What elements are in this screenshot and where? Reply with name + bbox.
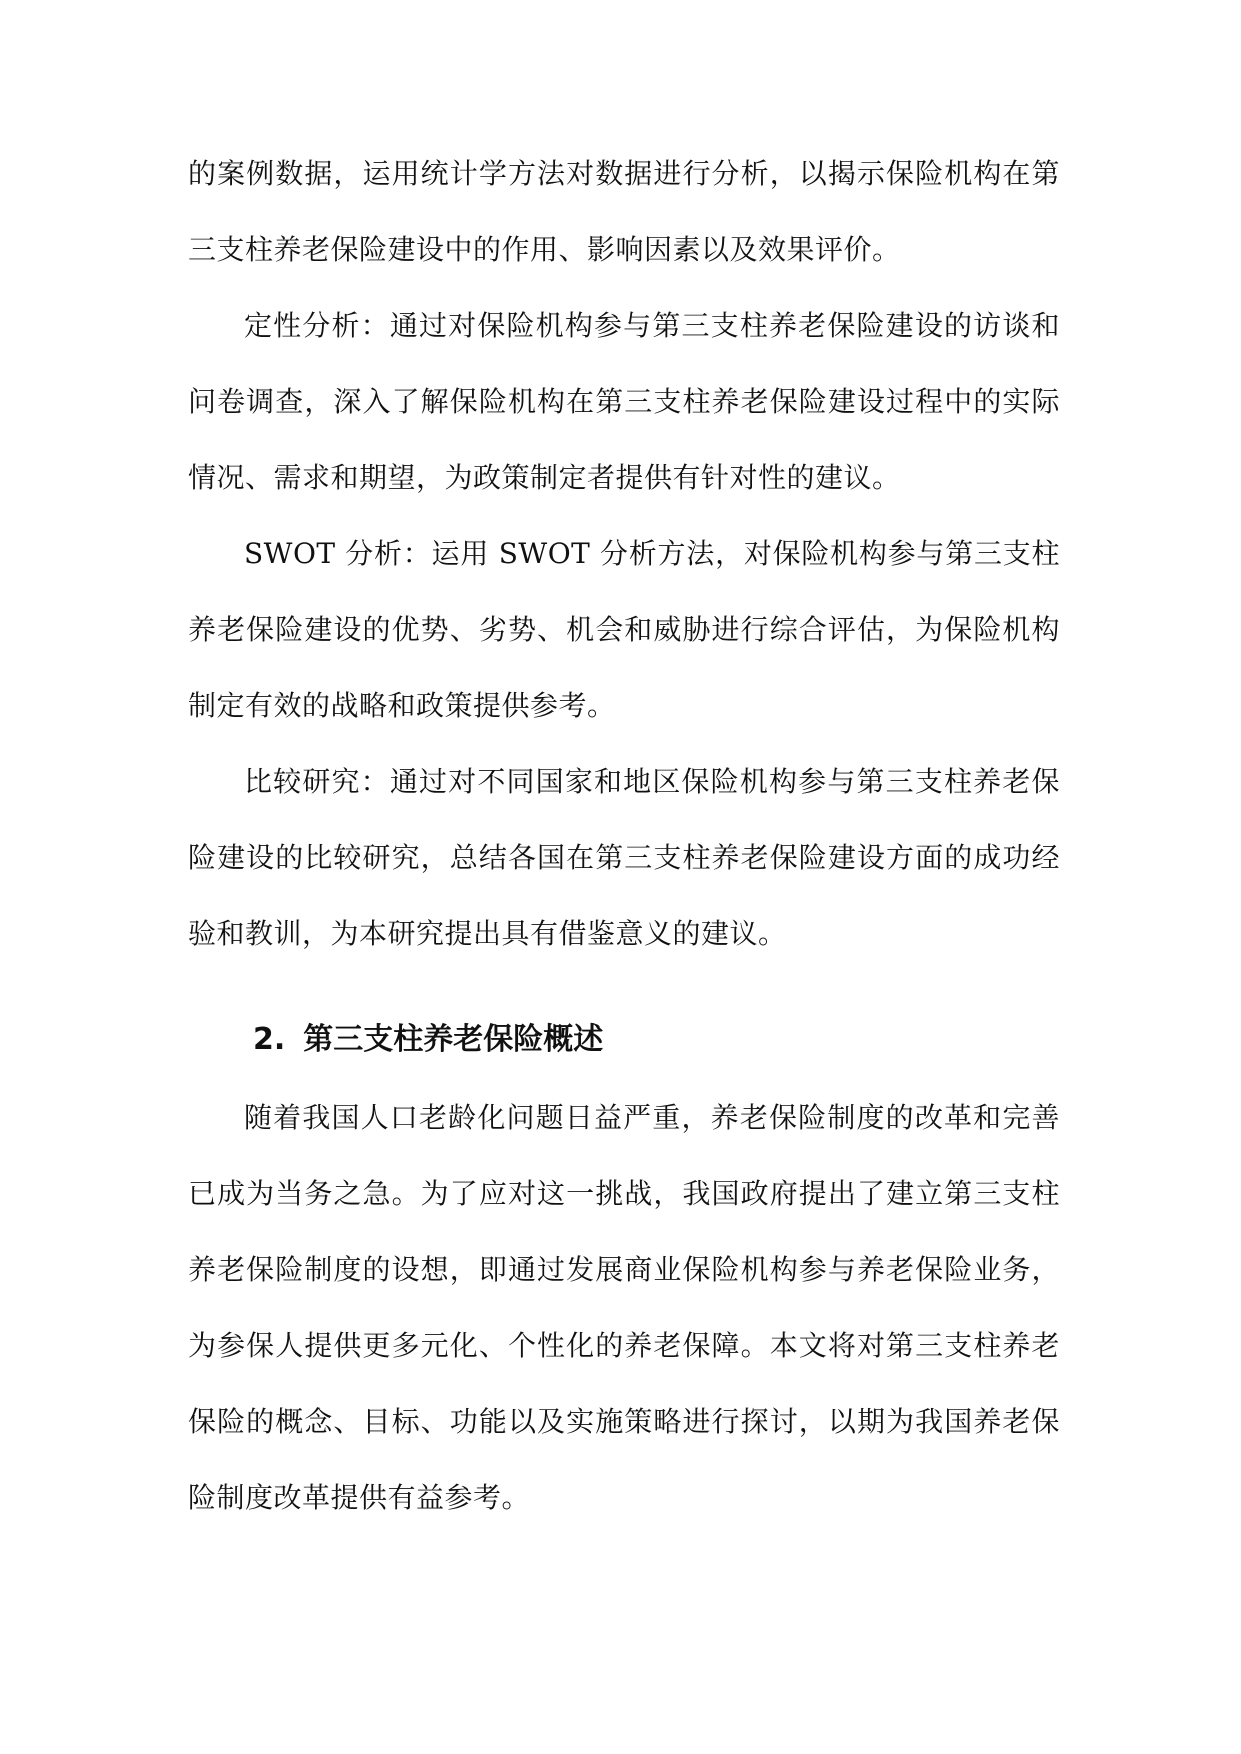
- paragraph-comparative-study: 比较研究：通过对不同国家和地区保险机构参与第三支柱养老保险建设的比较研究，总结各国在第三支柱养老保险建设方面的成功经验和教训，为本研究提出具有借鉴意义的建议。: [188, 765, 1060, 950]
- paragraph-swot-analysis: SWOT 分析：运用 SWOT 分析方法，对保险机构参与第三支柱养老保险建设的优势、劣势、机会和威胁进行综合评估，为保险机构制定有效的战略和政策提供参考。: [188, 537, 1060, 722]
- paragraph-quantitative-continuation: 的案例数据，运用统计学方法对数据进行分析，以揭示保险机构在第三支柱养老保险建设中的作用、影响因素以及效果评价。: [188, 157, 1060, 266]
- section-heading: [253, 1010, 603, 1070]
- body-text-bottom: [188, 1080, 1060, 1536]
- paragraph-overview: 随着我国人口老龄化问题日益严重，养老保险制度的改革和完善已成为当务之急。为了应对这一挑战，我国政府提出了建立第三支柱养老保险制度的设想，即通过发展商业保险机构参与养老保险业务，为参保人提供更多元化、个性化的养老保障。本文将对第三支柱养老保险的概念、目标、功能以及实施策略进行探讨，以期为我国养老保险制度改革提供有益参考。: [188, 1101, 1060, 1514]
- section-number: 2.: [253, 1022, 286, 1057]
- section-title: 第三支柱养老保险概述: [303, 1022, 604, 1057]
- body-text-top: [188, 136, 1060, 972]
- paragraph-qualitative-analysis: 定性分析：通过对保险机构参与第三支柱养老保险建设的访谈和问卷调查，深入了解保险机构在第三支柱养老保险建设过程中的实际情况、需求和期望，为政策制定者提供有针对性的建议。: [188, 309, 1060, 494]
